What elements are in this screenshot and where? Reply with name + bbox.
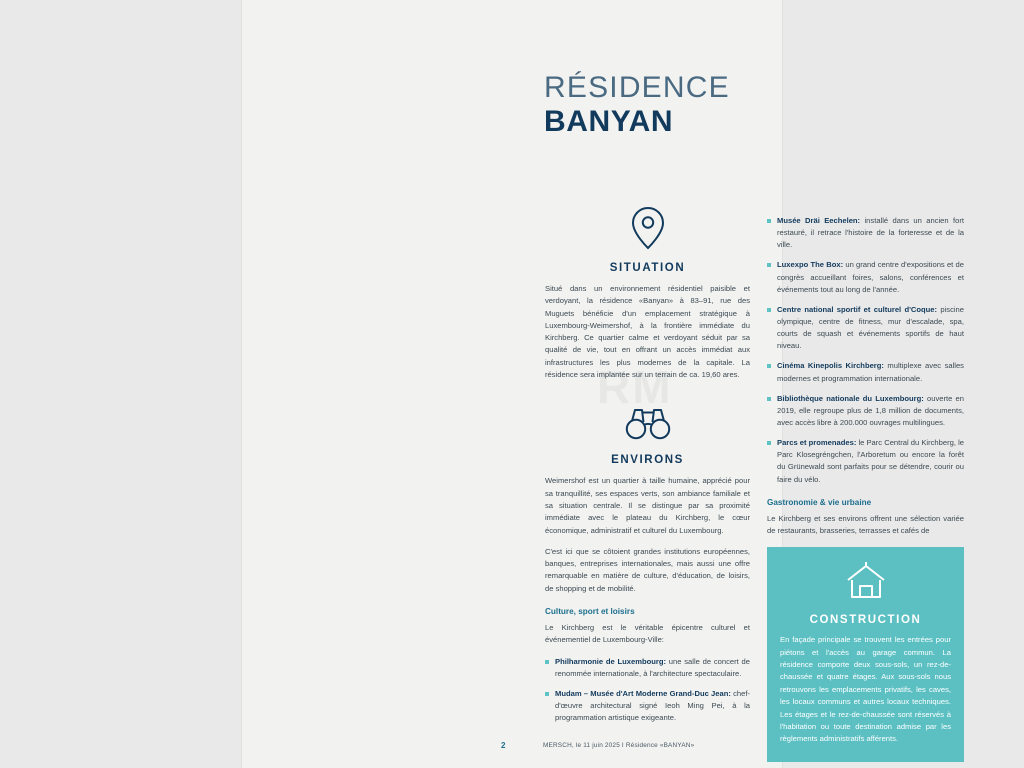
list-item-text: installé dans un ancien fort restauré, il retrace l'histoire de la forteresse et de la ville. [777, 216, 965, 250]
list-item-label: Centre national sportif et culturel d'Coque: [777, 304, 938, 314]
culture-list [545, 656, 750, 725]
environs-paragraph-2: C'est ici que se côtoient grandes institutions européennes, banques, entreprises internationales, mais aussi une offre remarquable en matière de culture, d'éducation, de loisirs, de shopping et de mobilité. [545, 546, 750, 593]
footer-meta: MERSCH, le 11 juin 2025 I Résidence «BANYAN» [543, 742, 695, 749]
situation-heading: SITUATION [609, 262, 686, 274]
page-footer [501, 741, 1001, 750]
house-construction-icon [780, 561, 951, 608]
list-item-label: Parcs et promenades: [777, 438, 857, 448]
document-page [242, 0, 965, 768]
list-item-text: un grand centre d'expositions et de congrès accueillant foires, salons, conférences et événements tout au long de l'année. [777, 260, 964, 294]
list-item [545, 688, 750, 724]
list-item-text: le Parc Central du Kirchberg, le Parc Klosegréngchen, l'Arboretum ou encore la forêt du Grünewald sont parfaits pour se détendre, courir ou faire du vélo. [777, 438, 964, 484]
environs-paragraph-1: Weimershof est un quartier à taille humaine, apprécié pour sa tranquillité, ses espaces verts, son ambiance familiale et sa situation centrale. Il se distingue par sa proximité immédiate avec le plateau du Kirchberg, le cœur économique, administratif et culturel du Luxembourg. [545, 476, 750, 535]
construction-text: En façade principale se trouvent les entrées pour piétons et l'accès au garage commun. La résidence comporte deux sous-sols, un rez-de-chaussée et quatre étages. Aux sous-sols nous retrouvons les emplacements privatifs, les caves, les locaux communs et autres locaux techniques. Les étages et le rez-de-chaussée sont réservés à l'habitation ou toute destination admise par les règlements administratifs afférents. [780, 635, 951, 744]
right-column [767, 215, 964, 762]
list-item-label: Bibliothèque nationale du Luxembourg: [777, 393, 924, 403]
list-item-text: multiplexe avec salles modernes et programmation internationale. [777, 361, 964, 383]
title-line-2: BANYAN [544, 105, 674, 139]
location-pin-icon [545, 205, 750, 256]
list-item [767, 437, 964, 486]
list-item [767, 259, 964, 295]
situation-paragraph: Situé dans un environnement résidentiel paisible et verdoyant, la résidence «Banyan» à 83–91, rue des Muguets bénéficie d'un emplacement stratégique à Luxembourg-Weimershof, à la frontière immédiate du Kirchberg. Ce quartier calme et verdoyant séduit par sa qualité de vie, tout en offrant un accès immédiat aux infrastructures les plus modernes de la capitale. La résidence sera implantée sur un terrain de ca. 19,60 ares. [545, 284, 750, 380]
page-title [544, 72, 964, 139]
list-item [767, 393, 964, 429]
list-item-text: une salle de concert de renommée internationale, à l'architecture spectaculaire. [555, 656, 750, 678]
list-item-text: ouverte en 2019, elle regroupe plus de 1,8 million de documents, avec accès libre à 200.000 ouvrages multilingues. [777, 393, 965, 427]
list-item-label: Philharmonie de Luxembourg: [555, 656, 667, 666]
left-column [545, 205, 750, 732]
culture-intro: Le Kirchberg est le véritable épicentre culturel et événementiel de Luxembourg-Ville: [545, 623, 750, 645]
culture-heading: Culture, sport et loisirs [545, 607, 635, 617]
page-number: 2 [501, 741, 506, 750]
attractions-list [767, 215, 964, 486]
list-item-text: chef-d'œuvre architectural signé Ieoh Ming Pei, à la programmation artistique exigeante. [555, 688, 750, 723]
gastronomy-heading: Gastronomie & vie urbaine [767, 497, 872, 507]
list-item-text: piscine olympique, centre de fitness, mur d'escalade, spa, courts de squash et événements sportifs de haut niveau. [777, 304, 964, 351]
list-item [767, 215, 964, 251]
list-item [767, 360, 964, 384]
list-item [545, 656, 750, 680]
environs-heading: ENVIRONS [611, 454, 684, 467]
construction-heading: CONSTRUCTION [809, 614, 922, 627]
list-item-label: Luxexpo The Box: [777, 260, 844, 270]
list-item-label: Musée Dräi Eechelen: [777, 216, 861, 225]
list-item [767, 304, 964, 353]
title-line-1: RÉSIDENCE [544, 71, 730, 104]
list-item-label: Cinéma Kinepolis Kirchberg: [777, 361, 884, 371]
binoculars-icon [545, 403, 750, 448]
list-item-label: Mudam – Musée d'Art Moderne Grand-Duc Jean: [555, 688, 731, 698]
gastronomy-text: Le Kirchberg et ses environs offrent une sélection variée de restaurants, brasseries, terrasses et cafés de [767, 513, 964, 535]
construction-box [767, 547, 964, 761]
